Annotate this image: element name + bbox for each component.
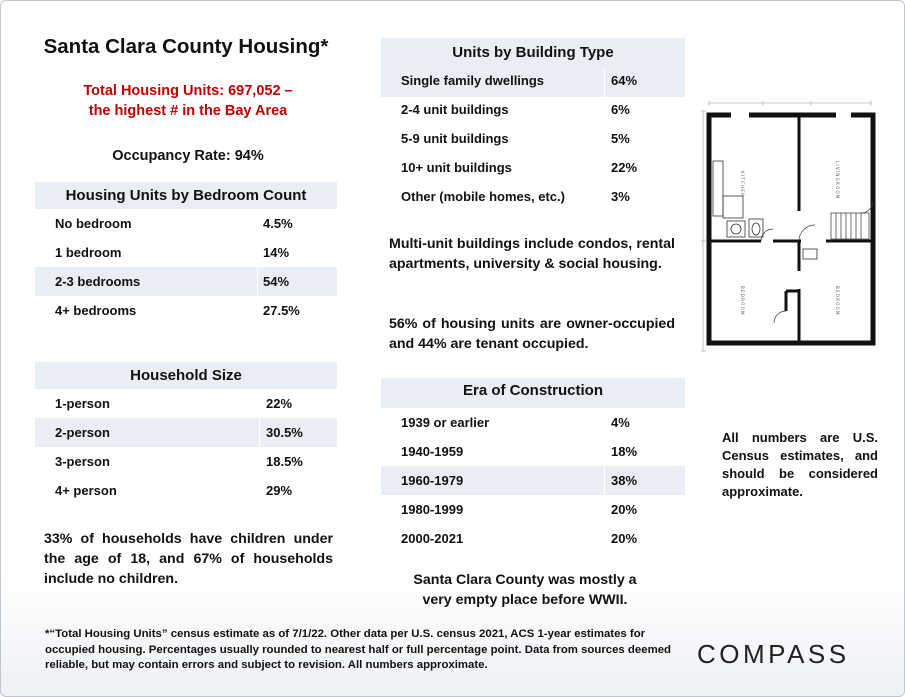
footnote: *“Total Housing Units” census estimate as of 7/1/22. Other data per U.S. census 2021, ACS 1-year estimates for occupied housing. Percentages usually rounded to nearest half or full percentage point. Data from sources deemed reliable, but may contain errors and subject to revision. All numbers approximate. [45,628,671,671]
table-row [35,389,337,418]
row-label: 1 bedroom [55,245,122,260]
table-row [381,155,685,184]
row-value: 18% [611,444,638,459]
row-label: 4+ person [55,483,117,498]
total-units-line-1: Total Housing Units: 697,052 – [83,83,293,99]
svg-text:B E D R O O M: B E D R O O M [835,286,840,315]
row-value: 38% [611,473,638,488]
page-title: Santa Clara County Housing* [43,35,329,58]
row-value: 3% [611,189,630,204]
building-table-header: Units by Building Type [381,38,685,68]
row-label: 2-person [55,425,110,440]
table-row [35,418,337,447]
table-row [381,466,685,495]
row-value: 4% [611,415,630,430]
table-row [381,524,685,553]
table-row [381,495,685,524]
table-row [35,238,337,267]
table-row [35,209,337,238]
table-row [35,267,337,296]
compass-logo: COMPASS [697,639,850,669]
row-value: 14% [263,245,290,260]
children-text: 33% of households have children under the age of 18, and 67% of households include no children. [44,531,333,587]
row-label: Other (mobile homes, etc.) [401,189,565,204]
building-type-table [381,38,685,213]
era-table-header: Era of Construction [381,378,685,408]
table-row [35,476,337,505]
row-label: 1960-1979 [401,473,464,488]
row-label: No bedroom [55,216,132,231]
row-label: 1-person [55,396,110,411]
era-table [381,378,685,553]
table-row [381,408,685,437]
row-label: 4+ bedrooms [55,303,137,318]
bedroom-table [35,182,337,325]
total-units-line-2: the highest # in the Bay Area [88,103,288,119]
table-row [381,68,685,97]
row-value: 20% [611,502,638,517]
household-size-table [35,362,337,505]
row-label: 1939 or earlier [401,415,490,430]
row-label: 2000-2021 [401,531,464,546]
row-value: 54% [263,274,290,289]
row-label: 2-4 unit buildings [401,102,509,117]
table-row [381,126,685,155]
occupancy-rate: Occupancy Rate: 94% [112,148,264,164]
row-label: 10+ unit buildings [401,160,512,175]
multi-unit-text: Multi-unit buildings include condos, rental apartments, university & social housing. [389,236,675,272]
census-note: All numbers are U.S. Census estimates, and should be considered approximate. [722,430,878,499]
row-value: 22% [266,396,293,411]
owner-occupied-text: 56% of housing units are owner-occupied and 44% are tenant occupied. [389,316,675,352]
row-value: 30.5% [266,425,303,440]
row-label: 1980-1999 [401,502,464,517]
row-value: 6% [611,102,630,117]
row-value: 29% [266,483,293,498]
row-value: 4.5% [263,216,293,231]
row-label: 1940-1959 [401,444,464,459]
total-units-callout [31,81,345,121]
bedroom-table-header: Housing Units by Bedroom Count [35,182,337,209]
svg-text:B E D R O O M: B E D R O O M [740,286,745,315]
table-row [35,447,337,476]
row-value: 64% [611,73,638,88]
row-label: 2-3 bedrooms [55,274,141,289]
table-row [381,184,685,213]
row-label: Single family dwellings [401,73,545,88]
row-label: 5-9 unit buildings [401,131,509,146]
row-value: 27.5% [263,303,300,318]
empty-place-text [381,570,669,610]
table-row [381,97,685,126]
svg-text:K I T C H E N: K I T C H E N [740,171,745,197]
floor-plan-icon [701,101,876,364]
table-row [35,296,337,325]
row-value: 18.5% [266,454,303,469]
table-row [381,437,685,466]
row-label: 3-person [55,454,110,469]
household-table-header: Household Size [35,362,337,389]
row-value: 22% [611,160,638,175]
empty-place-line-1: Santa Clara County was mostly a [413,572,637,588]
row-value: 5% [611,131,630,146]
row-value: 20% [611,531,638,546]
svg-text:L I V I N G R O O M: L I V I N G R O O M [835,161,840,199]
empty-place-line-2: very empty place before WWII. [422,592,628,608]
